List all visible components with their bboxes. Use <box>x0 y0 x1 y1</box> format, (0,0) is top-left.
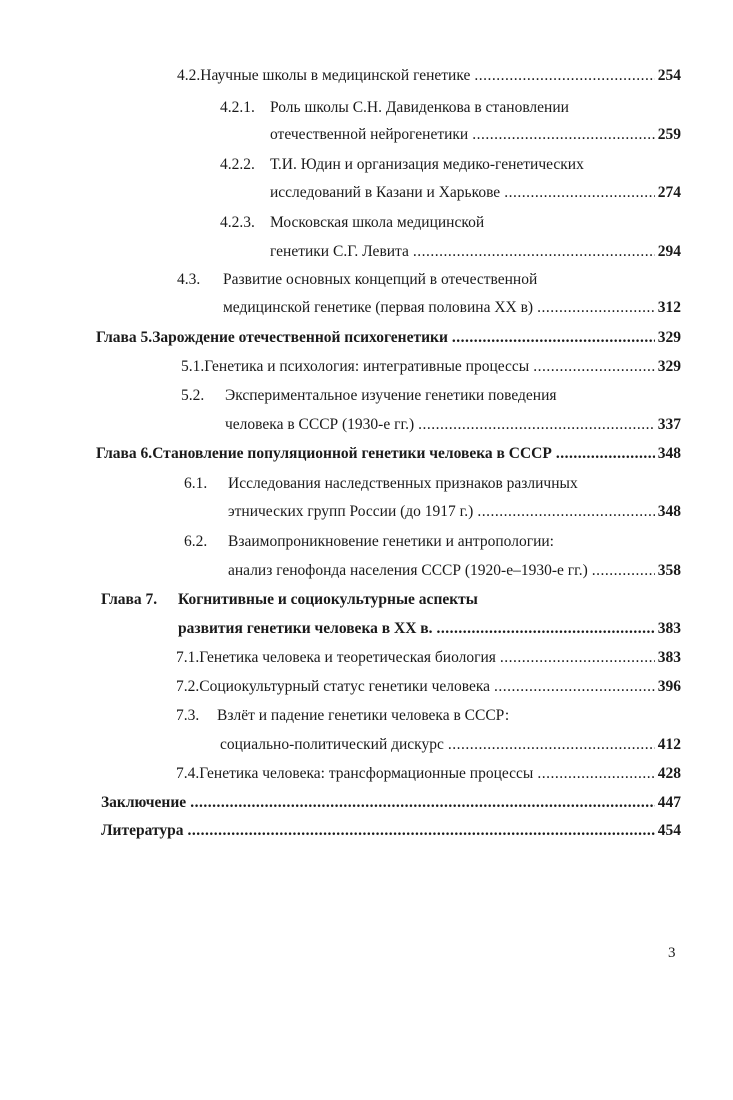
leader-dots <box>537 764 654 784</box>
leader-dots <box>190 793 655 813</box>
leader-dots <box>452 328 655 348</box>
toc-entry-4-2 <box>177 66 681 86</box>
leader-dots <box>474 66 654 86</box>
toc-entry-number: 7.4. <box>176 765 200 782</box>
toc-entry-4-2-3-cont <box>270 242 681 262</box>
toc-entry-number: 4.2. <box>177 67 201 84</box>
leader-dots <box>477 502 654 522</box>
toc-entry-title: Генетика человека: трансформационные процессы <box>199 765 534 782</box>
toc-entry-page: 348 <box>657 503 681 520</box>
toc-entry-title: Экспериментальное изучение генетики поведения <box>225 387 557 404</box>
toc-entry-conclusion <box>101 793 681 813</box>
toc-entry-chapter-5 <box>96 328 681 348</box>
toc-entry-page: 428 <box>657 765 681 782</box>
leader-dots <box>418 415 655 435</box>
toc-entry-number: 4.2.3. <box>220 214 255 231</box>
toc-entry-number: Глава 7. <box>101 591 158 608</box>
toc-entry-4-2-2-cont <box>270 183 681 203</box>
toc-entry-title: Т.И. Юдин и организация медико-генетических <box>270 156 584 173</box>
toc-entry-page: 383 <box>657 649 681 666</box>
toc-entry-number: 4.2.1. <box>220 99 255 116</box>
toc-entry-title: Генетика и психология: интегративные процессы <box>204 358 530 375</box>
leader-dots <box>448 735 655 755</box>
toc-entry-page: 329 <box>657 358 681 375</box>
toc-entry-page: 294 <box>657 243 681 260</box>
toc-entry-4-2-2 <box>220 155 681 175</box>
toc-entry-number: Глава 5. <box>96 329 153 346</box>
leader-dots <box>537 298 655 318</box>
toc-entry-number: 4.2.2. <box>220 156 255 173</box>
toc-entry-title: этнических групп России (до 1917 г.) <box>228 503 474 520</box>
toc-entry-page: 259 <box>657 126 681 143</box>
toc-entry-title: человека в СССР (1930-е гг.) <box>225 416 415 433</box>
toc-entry-6-2 <box>184 532 681 552</box>
toc-entry-5-1 <box>181 357 681 377</box>
toc-entry-title: Московская школа медицинской <box>270 214 485 231</box>
toc-entry-number: 6.1. <box>184 475 208 492</box>
toc-entry-title: Литература <box>101 822 184 839</box>
toc-entry-6-1-cont <box>228 502 681 522</box>
leader-dots <box>187 821 654 841</box>
toc-entry-title: Социокультурный статус генетики человека <box>199 678 491 695</box>
toc-entry-number: Глава 6. <box>96 445 153 462</box>
toc-entry-4-2-3 <box>220 213 681 233</box>
leader-dots <box>413 242 655 262</box>
toc-entry-7-1 <box>176 648 681 668</box>
toc-entry-title: Генетика человека и теоретическая биология <box>199 649 496 666</box>
toc-entry-title: Развитие основных концепций в отечественной <box>223 271 538 288</box>
toc-entry-page: 447 <box>657 794 681 811</box>
toc-entry-page: 412 <box>657 736 681 753</box>
toc-entry-title: Исследования наследственных признаков различных <box>228 475 578 492</box>
toc-entry-7-3-cont <box>220 735 681 755</box>
toc-entry-4-3 <box>177 270 681 290</box>
page-number: 3 <box>668 945 676 961</box>
leader-dots <box>472 125 655 145</box>
toc-entry-title: Взаимопроникновение генетики и антропологии: <box>228 533 554 550</box>
toc-entry-number: 7.3. <box>176 707 200 724</box>
toc-entry-page: 383 <box>657 620 681 637</box>
toc-entry-number: 4.3. <box>177 271 201 288</box>
toc-entry-literature <box>101 821 681 841</box>
toc-entry-title: Когнитивные и социокультурные аспекты <box>178 591 478 608</box>
toc-entry-4-2-1 <box>220 98 681 118</box>
toc-entry-number: 5.1. <box>181 358 205 375</box>
leader-dots <box>556 444 655 464</box>
toc-entry-page: 358 <box>657 562 681 579</box>
toc-entry-title: Зарождение отечественной психогенетики <box>152 329 448 346</box>
toc-entry-6-1 <box>184 474 681 494</box>
toc-entry-title: Взлёт и падение генетики человека в СССР: <box>217 707 510 724</box>
toc-entry-chapter-7 <box>101 590 681 610</box>
toc-entry-number: 7.1. <box>176 649 200 666</box>
toc-entry-5-2 <box>181 386 681 406</box>
toc-entry-title: Роль школы С.Н. Давиденкова в становлении <box>270 99 569 116</box>
toc-entry-title: генетики С.Г. Левита <box>270 243 409 260</box>
toc-entry-number: 7.2. <box>176 678 200 695</box>
toc-entry-chapter-7-cont <box>178 619 681 639</box>
leader-dots <box>494 677 655 697</box>
toc-entry-page: 254 <box>657 67 681 84</box>
toc-entry-title: отечественной нейрогенетики <box>270 126 469 143</box>
toc-entry-title: Становление популяционной генетики человека в СССР <box>152 445 552 462</box>
toc-entry-7-3 <box>176 706 681 726</box>
leader-dots <box>592 561 655 581</box>
toc-entry-title: Научные школы в медицинской генетике <box>200 67 471 84</box>
leader-dots <box>500 648 655 668</box>
toc-entry-page: 274 <box>657 184 681 201</box>
toc-entry-number: 5.2. <box>181 387 205 404</box>
toc-entry-page: 329 <box>657 329 681 346</box>
toc-entry-page: 348 <box>657 445 681 462</box>
toc-entry-number: 6.2. <box>184 533 208 550</box>
toc-entry-title: медицинской генетике (первая половина XX в) <box>223 299 534 316</box>
toc-entry-4-3-cont <box>223 298 681 318</box>
leader-dots <box>504 183 655 203</box>
toc-entry-title: Заключение <box>101 794 187 811</box>
toc-entry-page: 396 <box>657 678 681 695</box>
toc-entry-title: исследований в Казани и Харькове <box>270 184 501 201</box>
toc-entry-5-2-cont <box>225 415 681 435</box>
toc-entry-title: развития генетики человека в XX в. <box>178 620 433 637</box>
toc-entry-page: 337 <box>657 416 681 433</box>
toc-entry-chapter-6 <box>96 444 681 464</box>
toc-entry-4-2-1-cont <box>270 125 681 145</box>
toc-entry-title: анализ генофонда населения СССР (1920-е–1930-е гг.) <box>228 562 588 579</box>
toc-entry-7-2 <box>176 677 681 697</box>
toc-entry-title: социально-политический дискурс <box>220 736 444 753</box>
toc-entry-page: 312 <box>657 299 681 316</box>
leader-dots <box>533 357 655 377</box>
toc-entry-7-4 <box>176 764 681 784</box>
leader-dots <box>437 619 655 639</box>
toc-entry-page: 454 <box>657 822 681 839</box>
toc-entry-6-2-cont <box>228 561 681 581</box>
